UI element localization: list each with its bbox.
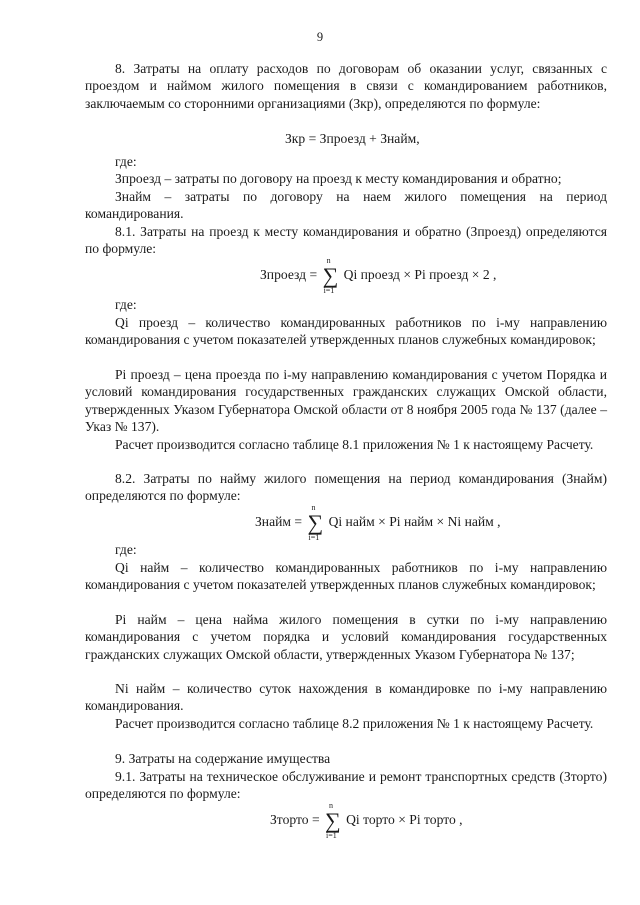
definition-z-proezd: Зпроезд – затраты по договору на проезд к месту командирования и обратно; <box>115 171 562 186</box>
formula-lhs: Знайм = <box>255 514 303 529</box>
formula-rhs: Qi проезд × Pi проезд × 2 , <box>343 267 497 282</box>
section-8-1: 8.1. Затраты на проезд к месту командирования и обратно (Зпроезд) определяются по формуле: <box>85 224 607 257</box>
section-9-heading: 9. Затраты на содержание имущества <box>115 751 331 766</box>
formula-rhs: Qi найм × Pi найм × Ni найм , <box>328 514 501 529</box>
page-number: 9 <box>316 30 324 44</box>
sum-upper-limit: n <box>311 503 316 512</box>
formula-z-torto <box>270 801 463 840</box>
sum-lower-limit: i=1 <box>323 286 335 295</box>
section-8-2: 8.2. Затраты по найму жилого помещения на период командирования (Знайм) определяются по формуле: <box>85 471 607 504</box>
sum-upper-limit: n <box>326 256 331 265</box>
sum-symbol: ∑ n i=1 <box>307 503 324 542</box>
section-8-intro: 8. Затраты на оплату расходов по договорам об оказании услуг, связанных с проездом и наймом жилого помещения в связи с командированием работников, заключаемым со сторонними организациями (Зкр), определяются по формуле: <box>85 61 607 111</box>
calculation-note-1: Расчет производится согласно таблице 8.1 приложения № 1 к настоящему Расчету. <box>115 437 594 452</box>
definition-q-proezd: Qi проезд – количество командированных работников по i-му направлению командирования с учетом показателей утвержденных планов служебных командировок; <box>85 315 607 348</box>
where-label-3: где: <box>115 542 137 557</box>
where-label-1: где: <box>115 154 137 169</box>
formula-lhs: Зпроезд = <box>260 267 318 282</box>
sum-upper-limit: n <box>329 801 334 810</box>
sum-lower-limit: i=1 <box>308 533 320 542</box>
section-9-1: 9.1. Затраты на техническое обслуживание и ремонт транспортных средств (Зторто) определяются по формуле: <box>85 769 607 802</box>
definition-n-naim: Ni найм – количество суток нахождения в командировке по i-му направлению командирования. <box>85 681 607 714</box>
definition-q-naim: Qi найм – количество командированных работников по i-му направлению командирования с учетом показателей утвержденных планов служебных командировок; <box>85 560 607 593</box>
definition-z-naim: Знайм – затраты по договору на наем жилого помещения на период командирования. <box>85 189 607 222</box>
where-label-2: где: <box>115 297 137 312</box>
sum-symbol: ∑ n i=1 <box>322 256 339 295</box>
calculation-note-2: Расчет производится согласно таблице 8.2 приложения № 1 к настоящему Расчету. <box>115 716 594 731</box>
sum-lower-limit: i=1 <box>326 831 337 840</box>
formula-zkr: Зкр = Зпроезд + Знайм, <box>285 131 420 146</box>
definition-p-proezd: Pi проезд – цена проезда по i-му направлению командирования с учетом Порядка и условий командирования государственных гражданских служащих Омской области, утвержденных Указом Губернатора Омской области от 8 ноября 2005 года № 137 (далее – Указ № 137). <box>85 367 607 435</box>
formula-z-naim <box>255 503 501 542</box>
definition-p-naim: Pi найм – цена найма жилого помещения в сутки по i-му направлению командирования с учетом порядка и условий командирования государственных гражданских служащих Омской области, утвержденных Указом Губернатора № 137; <box>85 612 607 662</box>
formula-z-proezd <box>260 256 497 295</box>
formula-rhs: Qi торто × Pi торто , <box>346 812 463 827</box>
formula-lhs: Зторто = <box>270 812 320 827</box>
sum-symbol: ∑ n i=1 <box>325 801 341 840</box>
